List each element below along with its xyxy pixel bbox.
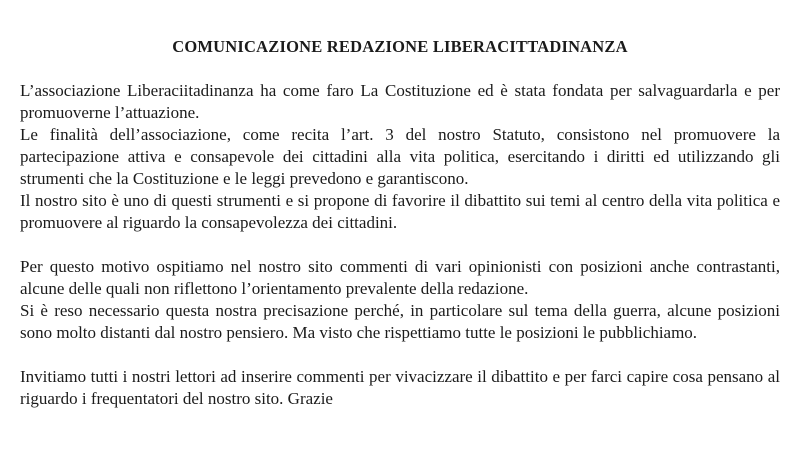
paragraph-association-purpose: L’associazione Liberaciitadinanza ha come faro La Costituzione ed è stata fondata per salvaguardarla e per promuoverne l’attuazione. — [20, 81, 780, 122]
paragraph-site-purpose: Il nostro sito è uno di questi strumenti e si propone di favorire il dibattito sui temi al centro della vita politica e promuovere al riguardo la consapevolezza dei cittadini. — [20, 191, 780, 232]
invitation-section — [20, 366, 780, 410]
intro-section — [20, 80, 780, 234]
paragraph-opinion-diversity: Per questo motivo ospitiamo nel nostro sito commenti di vari opinionisti con posizioni anche contrastanti, alcune delle quali non riflettono l’orientamento prevalente della redazione. — [20, 257, 780, 298]
paragraph-reader-invitation: Invitiamo tutti i nostri lettori ad inserire commenti per vivacizzare il dibattito e per farci capire cosa pensano al riguardo i frequentatori del nostro sito. Grazie — [20, 367, 780, 408]
paragraph-statute-goals: Le finalità dell’associazione, come recita l’art. 3 del nostro Statuto, consistono nel promuovere la partecipazione attiva e consapevole dei cittadini alla vita politica, esercitando i diritti ed utilizzando gli strumenti che la Costituzione e le leggi prevedono e garantiscono. — [20, 125, 780, 188]
editorial-position-section — [20, 256, 780, 344]
paragraph-clarification: Si è reso necessario questa nostra precisazione perché, in particolare sul tema della guerra, alcune posizioni sono molto distanti dal nostro pensiero. Ma visto che rispettiamo tutte le posizioni le pubblichiamo. — [20, 301, 780, 342]
document-title: COMUNICAZIONE REDAZIONE LIBERACITTADINANZA — [172, 37, 628, 56]
